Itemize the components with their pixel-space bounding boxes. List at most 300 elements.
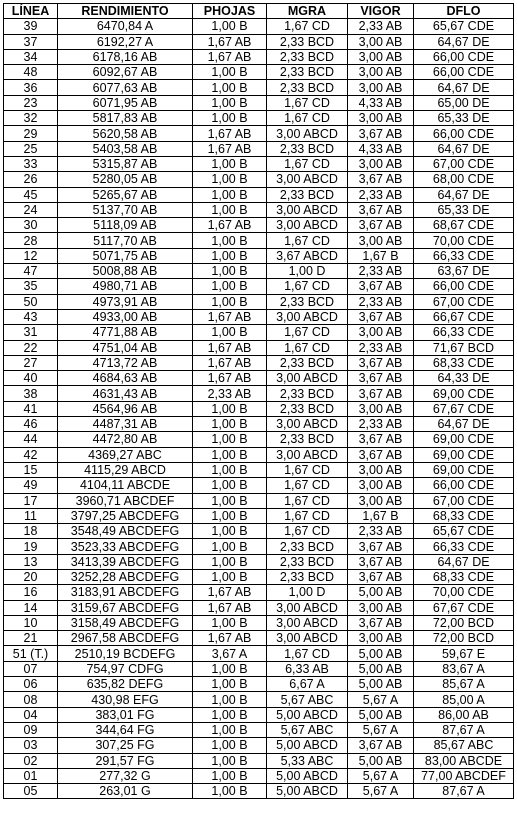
cell-phojas: 1,67 AB <box>193 141 267 156</box>
cell-rendimiento: 6470,84 A <box>58 19 193 34</box>
cell-phojas: 1,67 AB <box>193 218 267 233</box>
cell-rendimiento: 5117,70 AB <box>58 233 193 248</box>
cell-linea: 46 <box>4 417 58 432</box>
cell-rendimiento: 3413,39 ABCDEFG <box>58 554 193 569</box>
table-row <box>4 462 514 477</box>
table-row <box>4 248 514 263</box>
cell-mgra: 2,33 BCD <box>267 432 348 447</box>
cell-phojas: 1,00 B <box>193 325 267 340</box>
cell-rendimiento: 291,57 FG <box>58 753 193 768</box>
cell-linea: 01 <box>4 768 58 783</box>
cell-phojas: 1,67 AB <box>193 371 267 386</box>
cell-vigor: 2,33 AB <box>348 187 414 202</box>
cell-dflo: 66,33 CDE <box>414 325 514 340</box>
cell-dflo: 67,00 CDE <box>414 493 514 508</box>
cell-dflo: 67,00 CDE <box>414 294 514 309</box>
table-row <box>4 493 514 508</box>
cell-linea: 04 <box>4 707 58 722</box>
cell-dflo: 77,00 ABCDEF <box>414 768 514 783</box>
cell-rendimiento: 3797,25 ABCDEFG <box>58 508 193 523</box>
cell-dflo: 68,67 CDE <box>414 218 514 233</box>
table-row <box>4 49 514 64</box>
cell-linea: 42 <box>4 447 58 462</box>
cell-dflo: 83,00 ABCDE <box>414 753 514 768</box>
cell-vigor: 2,33 AB <box>348 264 414 279</box>
cell-phojas: 1,00 B <box>193 493 267 508</box>
cell-phojas: 1,00 B <box>193 417 267 432</box>
cell-dflo: 83,67 A <box>414 661 514 676</box>
cell-dflo: 64,33 DE <box>414 371 514 386</box>
table-row <box>4 447 514 462</box>
table-row <box>4 478 514 493</box>
cell-vigor: 5,00 AB <box>348 661 414 676</box>
cell-dflo: 69,00 CDE <box>414 386 514 401</box>
table-row <box>4 539 514 554</box>
cell-mgra: 2,33 BCD <box>267 539 348 554</box>
cell-vigor: 3,00 AB <box>348 49 414 64</box>
cell-linea: 12 <box>4 248 58 263</box>
cell-phojas: 1,00 B <box>193 156 267 171</box>
cell-linea: 36 <box>4 80 58 95</box>
cell-vigor: 3,00 AB <box>348 325 414 340</box>
header-dflo: DFLO <box>414 4 514 19</box>
cell-vigor: 5,00 AB <box>348 753 414 768</box>
cell-rendimiento: 4564,96 AB <box>58 401 193 416</box>
cell-rendimiento: 6071,95 AB <box>58 95 193 110</box>
cell-rendimiento: 5265,67 AB <box>58 187 193 202</box>
cell-rendimiento: 6092,67 AB <box>58 65 193 80</box>
table-row <box>4 554 514 569</box>
cell-dflo: 66,00 CDE <box>414 65 514 80</box>
cell-mgra: 2,33 BCD <box>267 65 348 80</box>
cell-dflo: 72,00 BCD <box>414 631 514 646</box>
cell-dflo: 85,67 ABC <box>414 738 514 753</box>
table-row <box>4 692 514 707</box>
cell-vigor: 5,67 A <box>348 784 414 799</box>
cell-rendimiento: 5403,58 AB <box>58 141 193 156</box>
cell-vigor: 2,33 AB <box>348 294 414 309</box>
cell-phojas: 1,00 B <box>193 753 267 768</box>
cell-dflo: 68,33 CDE <box>414 569 514 584</box>
cell-linea: 48 <box>4 65 58 80</box>
cell-mgra: 1,00 D <box>267 264 348 279</box>
cell-phojas: 1,00 B <box>193 508 267 523</box>
cell-rendimiento: 277,32 G <box>58 768 193 783</box>
cell-mgra: 3,00 ABCD <box>267 202 348 217</box>
cell-phojas: 1,00 B <box>193 294 267 309</box>
cell-vigor: 3,67 AB <box>348 554 414 569</box>
cell-vigor: 5,00 AB <box>348 707 414 722</box>
cell-dflo: 86,00 AB <box>414 707 514 722</box>
cell-mgra: 2,33 BCD <box>267 80 348 95</box>
cell-linea: 37 <box>4 34 58 49</box>
results-table <box>3 3 514 799</box>
cell-rendimiento: 4771,88 AB <box>58 325 193 340</box>
cell-phojas: 1,00 B <box>193 19 267 34</box>
cell-mgra: 3,00 ABCD <box>267 218 348 233</box>
table-row <box>4 677 514 692</box>
table-row <box>4 156 514 171</box>
cell-rendimiento: 4472,80 AB <box>58 432 193 447</box>
cell-dflo: 65,33 DE <box>414 111 514 126</box>
cell-linea: 07 <box>4 661 58 676</box>
cell-dflo: 67,67 CDE <box>414 600 514 615</box>
table-row <box>4 508 514 523</box>
cell-linea: 28 <box>4 233 58 248</box>
cell-rendimiento: 4631,43 AB <box>58 386 193 401</box>
cell-vigor: 3,00 AB <box>348 111 414 126</box>
cell-vigor: 3,00 AB <box>348 493 414 508</box>
table-row <box>4 661 514 676</box>
cell-dflo: 59,67 E <box>414 646 514 661</box>
cell-linea: 09 <box>4 722 58 737</box>
cell-rendimiento: 5315,87 AB <box>58 156 193 171</box>
cell-dflo: 63,67 DE <box>414 264 514 279</box>
cell-mgra: 2,33 BCD <box>267 49 348 64</box>
cell-phojas: 1,00 B <box>193 248 267 263</box>
cell-linea: 43 <box>4 309 58 324</box>
cell-rendimiento: 5817,83 AB <box>58 111 193 126</box>
table-row <box>4 569 514 584</box>
cell-linea: 08 <box>4 692 58 707</box>
header-mgra: MGRA <box>267 4 348 19</box>
cell-linea: 30 <box>4 218 58 233</box>
cell-linea: 49 <box>4 478 58 493</box>
cell-mgra: 2,33 BCD <box>267 294 348 309</box>
cell-mgra: 2,33 BCD <box>267 401 348 416</box>
table-row <box>4 417 514 432</box>
cell-vigor: 1,67 B <box>348 508 414 523</box>
cell-dflo: 65,00 DE <box>414 95 514 110</box>
cell-rendimiento: 4933,00 AB <box>58 309 193 324</box>
cell-mgra: 3,00 ABCD <box>267 600 348 615</box>
table-row <box>4 600 514 615</box>
cell-dflo: 66,33 CDE <box>414 248 514 263</box>
cell-dflo: 66,00 CDE <box>414 279 514 294</box>
cell-linea: 26 <box>4 172 58 187</box>
cell-rendimiento: 4980,71 AB <box>58 279 193 294</box>
cell-phojas: 1,00 B <box>193 80 267 95</box>
cell-phojas: 1,00 B <box>193 111 267 126</box>
table-row <box>4 233 514 248</box>
table-row <box>4 65 514 80</box>
cell-vigor: 5,00 AB <box>348 677 414 692</box>
cell-vigor: 3,67 AB <box>348 569 414 584</box>
table-row <box>4 218 514 233</box>
header-rendimiento: RENDIMIENTO <box>58 4 193 19</box>
cell-phojas: 2,33 AB <box>193 386 267 401</box>
table-row <box>4 707 514 722</box>
cell-dflo: 66,00 CDE <box>414 49 514 64</box>
cell-linea: 38 <box>4 386 58 401</box>
cell-dflo: 64,67 DE <box>414 141 514 156</box>
cell-dflo: 69,00 CDE <box>414 447 514 462</box>
table-row <box>4 432 514 447</box>
table-row <box>4 95 514 110</box>
cell-vigor: 3,00 AB <box>348 233 414 248</box>
cell-rendimiento: 4487,31 AB <box>58 417 193 432</box>
cell-mgra: 5,67 ABC <box>267 722 348 737</box>
cell-dflo: 65,67 CDE <box>414 19 514 34</box>
cell-vigor: 3,67 AB <box>348 432 414 447</box>
cell-phojas: 1,67 AB <box>193 340 267 355</box>
cell-vigor: 3,67 AB <box>348 172 414 187</box>
cell-linea: 16 <box>4 585 58 600</box>
table-row <box>4 401 514 416</box>
cell-mgra: 1,67 CD <box>267 493 348 508</box>
table-row <box>4 386 514 401</box>
cell-rendimiento: 2967,58 ABCDEFG <box>58 631 193 646</box>
cell-vigor: 3,67 AB <box>348 202 414 217</box>
cell-phojas: 1,00 B <box>193 554 267 569</box>
cell-dflo: 64,67 DE <box>414 554 514 569</box>
cell-vigor: 3,00 AB <box>348 34 414 49</box>
cell-rendimiento: 3183,91 ABCDEFG <box>58 585 193 600</box>
cell-vigor: 2,33 AB <box>348 417 414 432</box>
cell-linea: 15 <box>4 462 58 477</box>
cell-rendimiento: 635,82 DEFG <box>58 677 193 692</box>
cell-dflo: 68,33 CDE <box>414 355 514 370</box>
cell-dflo: 67,67 CDE <box>414 401 514 416</box>
cell-rendimiento: 5118,09 AB <box>58 218 193 233</box>
cell-dflo: 67,00 CDE <box>414 156 514 171</box>
cell-dflo: 65,67 CDE <box>414 524 514 539</box>
cell-vigor: 3,67 AB <box>348 371 414 386</box>
cell-vigor: 3,67 AB <box>348 615 414 630</box>
cell-dflo: 66,00 CDE <box>414 478 514 493</box>
cell-mgra: 2,33 BCD <box>267 34 348 49</box>
cell-linea: 31 <box>4 325 58 340</box>
cell-dflo: 85,00 A <box>414 692 514 707</box>
cell-phojas: 1,00 B <box>193 677 267 692</box>
cell-linea: 35 <box>4 279 58 294</box>
cell-linea: 14 <box>4 600 58 615</box>
table-row <box>4 264 514 279</box>
cell-dflo: 64,67 DE <box>414 34 514 49</box>
cell-mgra: 5,00 ABCD <box>267 768 348 783</box>
cell-rendimiento: 5137,70 AB <box>58 202 193 217</box>
cell-mgra: 3,00 ABCD <box>267 417 348 432</box>
cell-phojas: 1,00 B <box>193 539 267 554</box>
table-row <box>4 126 514 141</box>
cell-mgra: 3,00 ABCD <box>267 126 348 141</box>
cell-phojas: 1,00 B <box>193 264 267 279</box>
table-row <box>4 784 514 799</box>
cell-phojas: 1,67 AB <box>193 309 267 324</box>
cell-phojas: 1,00 B <box>193 784 267 799</box>
header-vigor: VIGOR <box>348 4 414 19</box>
cell-mgra: 3,67 ABCD <box>267 248 348 263</box>
cell-mgra: 5,00 ABCD <box>267 707 348 722</box>
cell-phojas: 1,00 B <box>193 279 267 294</box>
cell-rendimiento: 307,25 FG <box>58 738 193 753</box>
cell-linea: 10 <box>4 615 58 630</box>
cell-phojas: 1,00 B <box>193 65 267 80</box>
cell-mgra: 3,00 ABCD <box>267 447 348 462</box>
cell-vigor: 5,67 A <box>348 722 414 737</box>
table-row <box>4 172 514 187</box>
cell-mgra: 5,00 ABCD <box>267 738 348 753</box>
cell-mgra: 1,67 CD <box>267 156 348 171</box>
cell-mgra: 3,00 ABCD <box>267 631 348 646</box>
cell-phojas: 1,00 B <box>193 401 267 416</box>
table-row <box>4 34 514 49</box>
cell-phojas: 1,67 AB <box>193 126 267 141</box>
cell-phojas: 1,00 B <box>193 661 267 676</box>
table-row <box>4 325 514 340</box>
table-row <box>4 646 514 661</box>
cell-rendimiento: 4104,11 ABCDE <box>58 478 193 493</box>
cell-mgra: 3,00 ABCD <box>267 615 348 630</box>
cell-mgra: 1,00 D <box>267 585 348 600</box>
cell-dflo: 71,67 BCD <box>414 340 514 355</box>
cell-dflo: 64,67 DE <box>414 417 514 432</box>
cell-mgra: 1,67 CD <box>267 462 348 477</box>
cell-phojas: 1,67 AB <box>193 600 267 615</box>
cell-rendimiento: 344,64 FG <box>58 722 193 737</box>
cell-mgra: 3,00 ABCD <box>267 172 348 187</box>
table-row <box>4 187 514 202</box>
cell-vigor: 3,67 AB <box>348 447 414 462</box>
cell-phojas: 1,00 B <box>193 722 267 737</box>
header-phojas: PHOJAS <box>193 4 267 19</box>
cell-phojas: 1,00 B <box>193 187 267 202</box>
cell-rendimiento: 4369,27 ABC <box>58 447 193 462</box>
cell-rendimiento: 5280,05 AB <box>58 172 193 187</box>
table-row <box>4 524 514 539</box>
cell-mgra: 2,33 BCD <box>267 386 348 401</box>
cell-mgra: 1,67 CD <box>267 478 348 493</box>
header-row <box>4 4 514 19</box>
header-linea: LÍNEA <box>4 4 58 19</box>
cell-phojas: 1,00 B <box>193 172 267 187</box>
cell-dflo: 65,33 DE <box>414 202 514 217</box>
cell-vigor: 3,00 AB <box>348 600 414 615</box>
cell-rendimiento: 383,01 FG <box>58 707 193 722</box>
cell-vigor: 5,67 A <box>348 768 414 783</box>
cell-vigor: 3,00 AB <box>348 478 414 493</box>
cell-vigor: 3,67 AB <box>348 386 414 401</box>
cell-dflo: 68,33 CDE <box>414 508 514 523</box>
cell-rendimiento: 2510,19 BCDEFG <box>58 646 193 661</box>
cell-phojas: 1,67 AB <box>193 49 267 64</box>
cell-linea: 21 <box>4 631 58 646</box>
table-row <box>4 19 514 34</box>
cell-rendimiento: 4713,72 AB <box>58 355 193 370</box>
cell-linea: 03 <box>4 738 58 753</box>
cell-dflo: 70,00 CDE <box>414 585 514 600</box>
cell-phojas: 1,00 B <box>193 432 267 447</box>
cell-vigor: 3,67 AB <box>348 539 414 554</box>
cell-vigor: 5,67 A <box>348 692 414 707</box>
cell-phojas: 1,00 B <box>193 569 267 584</box>
cell-linea: 22 <box>4 340 58 355</box>
cell-phojas: 1,00 B <box>193 692 267 707</box>
cell-mgra: 3,00 ABCD <box>267 309 348 324</box>
table-row <box>4 111 514 126</box>
cell-rendimiento: 3960,71 ABCDEF <box>58 493 193 508</box>
cell-mgra: 5,00 ABCD <box>267 784 348 799</box>
cell-vigor: 3,67 AB <box>348 738 414 753</box>
cell-dflo: 64,67 DE <box>414 187 514 202</box>
cell-dflo: 66,33 CDE <box>414 539 514 554</box>
cell-vigor: 5,00 AB <box>348 585 414 600</box>
cell-rendimiento: 5071,75 AB <box>58 248 193 263</box>
cell-vigor: 4,33 AB <box>348 141 414 156</box>
cell-mgra: 6,33 AB <box>267 661 348 676</box>
cell-rendimiento: 754,97 CDFG <box>58 661 193 676</box>
table-row <box>4 371 514 386</box>
cell-linea: 13 <box>4 554 58 569</box>
cell-linea: 18 <box>4 524 58 539</box>
cell-linea: 23 <box>4 95 58 110</box>
cell-vigor: 4,33 AB <box>348 95 414 110</box>
cell-linea: 19 <box>4 539 58 554</box>
cell-rendimiento: 3548,49 ABCDEFG <box>58 524 193 539</box>
table-row <box>4 722 514 737</box>
cell-mgra: 2,33 BCD <box>267 554 348 569</box>
cell-vigor: 5,00 AB <box>348 646 414 661</box>
cell-dflo: 87,67 A <box>414 722 514 737</box>
cell-linea: 40 <box>4 371 58 386</box>
cell-dflo: 72,00 BCD <box>414 615 514 630</box>
cell-mgra: 1,67 CD <box>267 325 348 340</box>
cell-rendimiento: 6178,16 AB <box>58 49 193 64</box>
cell-rendimiento: 5620,58 AB <box>58 126 193 141</box>
cell-mgra: 6,67 A <box>267 677 348 692</box>
cell-mgra: 1,67 CD <box>267 279 348 294</box>
cell-vigor: 3,00 AB <box>348 80 414 95</box>
cell-linea: 27 <box>4 355 58 370</box>
cell-dflo: 70,00 CDE <box>414 233 514 248</box>
cell-vigor: 3,00 AB <box>348 156 414 171</box>
cell-vigor: 3,67 AB <box>348 355 414 370</box>
table-row <box>4 738 514 753</box>
cell-rendimiento: 263,01 G <box>58 784 193 799</box>
cell-dflo: 87,67 A <box>414 784 514 799</box>
cell-linea: 11 <box>4 508 58 523</box>
table-row <box>4 279 514 294</box>
cell-phojas: 1,00 B <box>193 707 267 722</box>
results-table-container <box>3 3 514 799</box>
cell-mgra: 1,67 CD <box>267 646 348 661</box>
table-row <box>4 340 514 355</box>
cell-vigor: 3,00 AB <box>348 401 414 416</box>
cell-phojas: 1,00 B <box>193 447 267 462</box>
cell-phojas: 1,67 AB <box>193 355 267 370</box>
cell-dflo: 66,67 CDE <box>414 309 514 324</box>
cell-mgra: 2,33 BCD <box>267 141 348 156</box>
cell-phojas: 3,67 A <box>193 646 267 661</box>
cell-phojas: 1,00 B <box>193 478 267 493</box>
cell-vigor: 3,00 AB <box>348 65 414 80</box>
cell-rendimiento: 4115,29 ABCD <box>58 462 193 477</box>
cell-vigor: 2,33 AB <box>348 524 414 539</box>
table-row <box>4 585 514 600</box>
cell-linea: 05 <box>4 784 58 799</box>
cell-mgra: 1,67 CD <box>267 524 348 539</box>
cell-linea: 45 <box>4 187 58 202</box>
cell-dflo: 85,67 A <box>414 677 514 692</box>
table-row <box>4 80 514 95</box>
cell-vigor: 3,67 AB <box>348 309 414 324</box>
table-body <box>4 19 514 799</box>
cell-linea: 24 <box>4 202 58 217</box>
table-row <box>4 768 514 783</box>
table-row <box>4 309 514 324</box>
table-row <box>4 294 514 309</box>
cell-rendimiento: 6192,27 A <box>58 34 193 49</box>
